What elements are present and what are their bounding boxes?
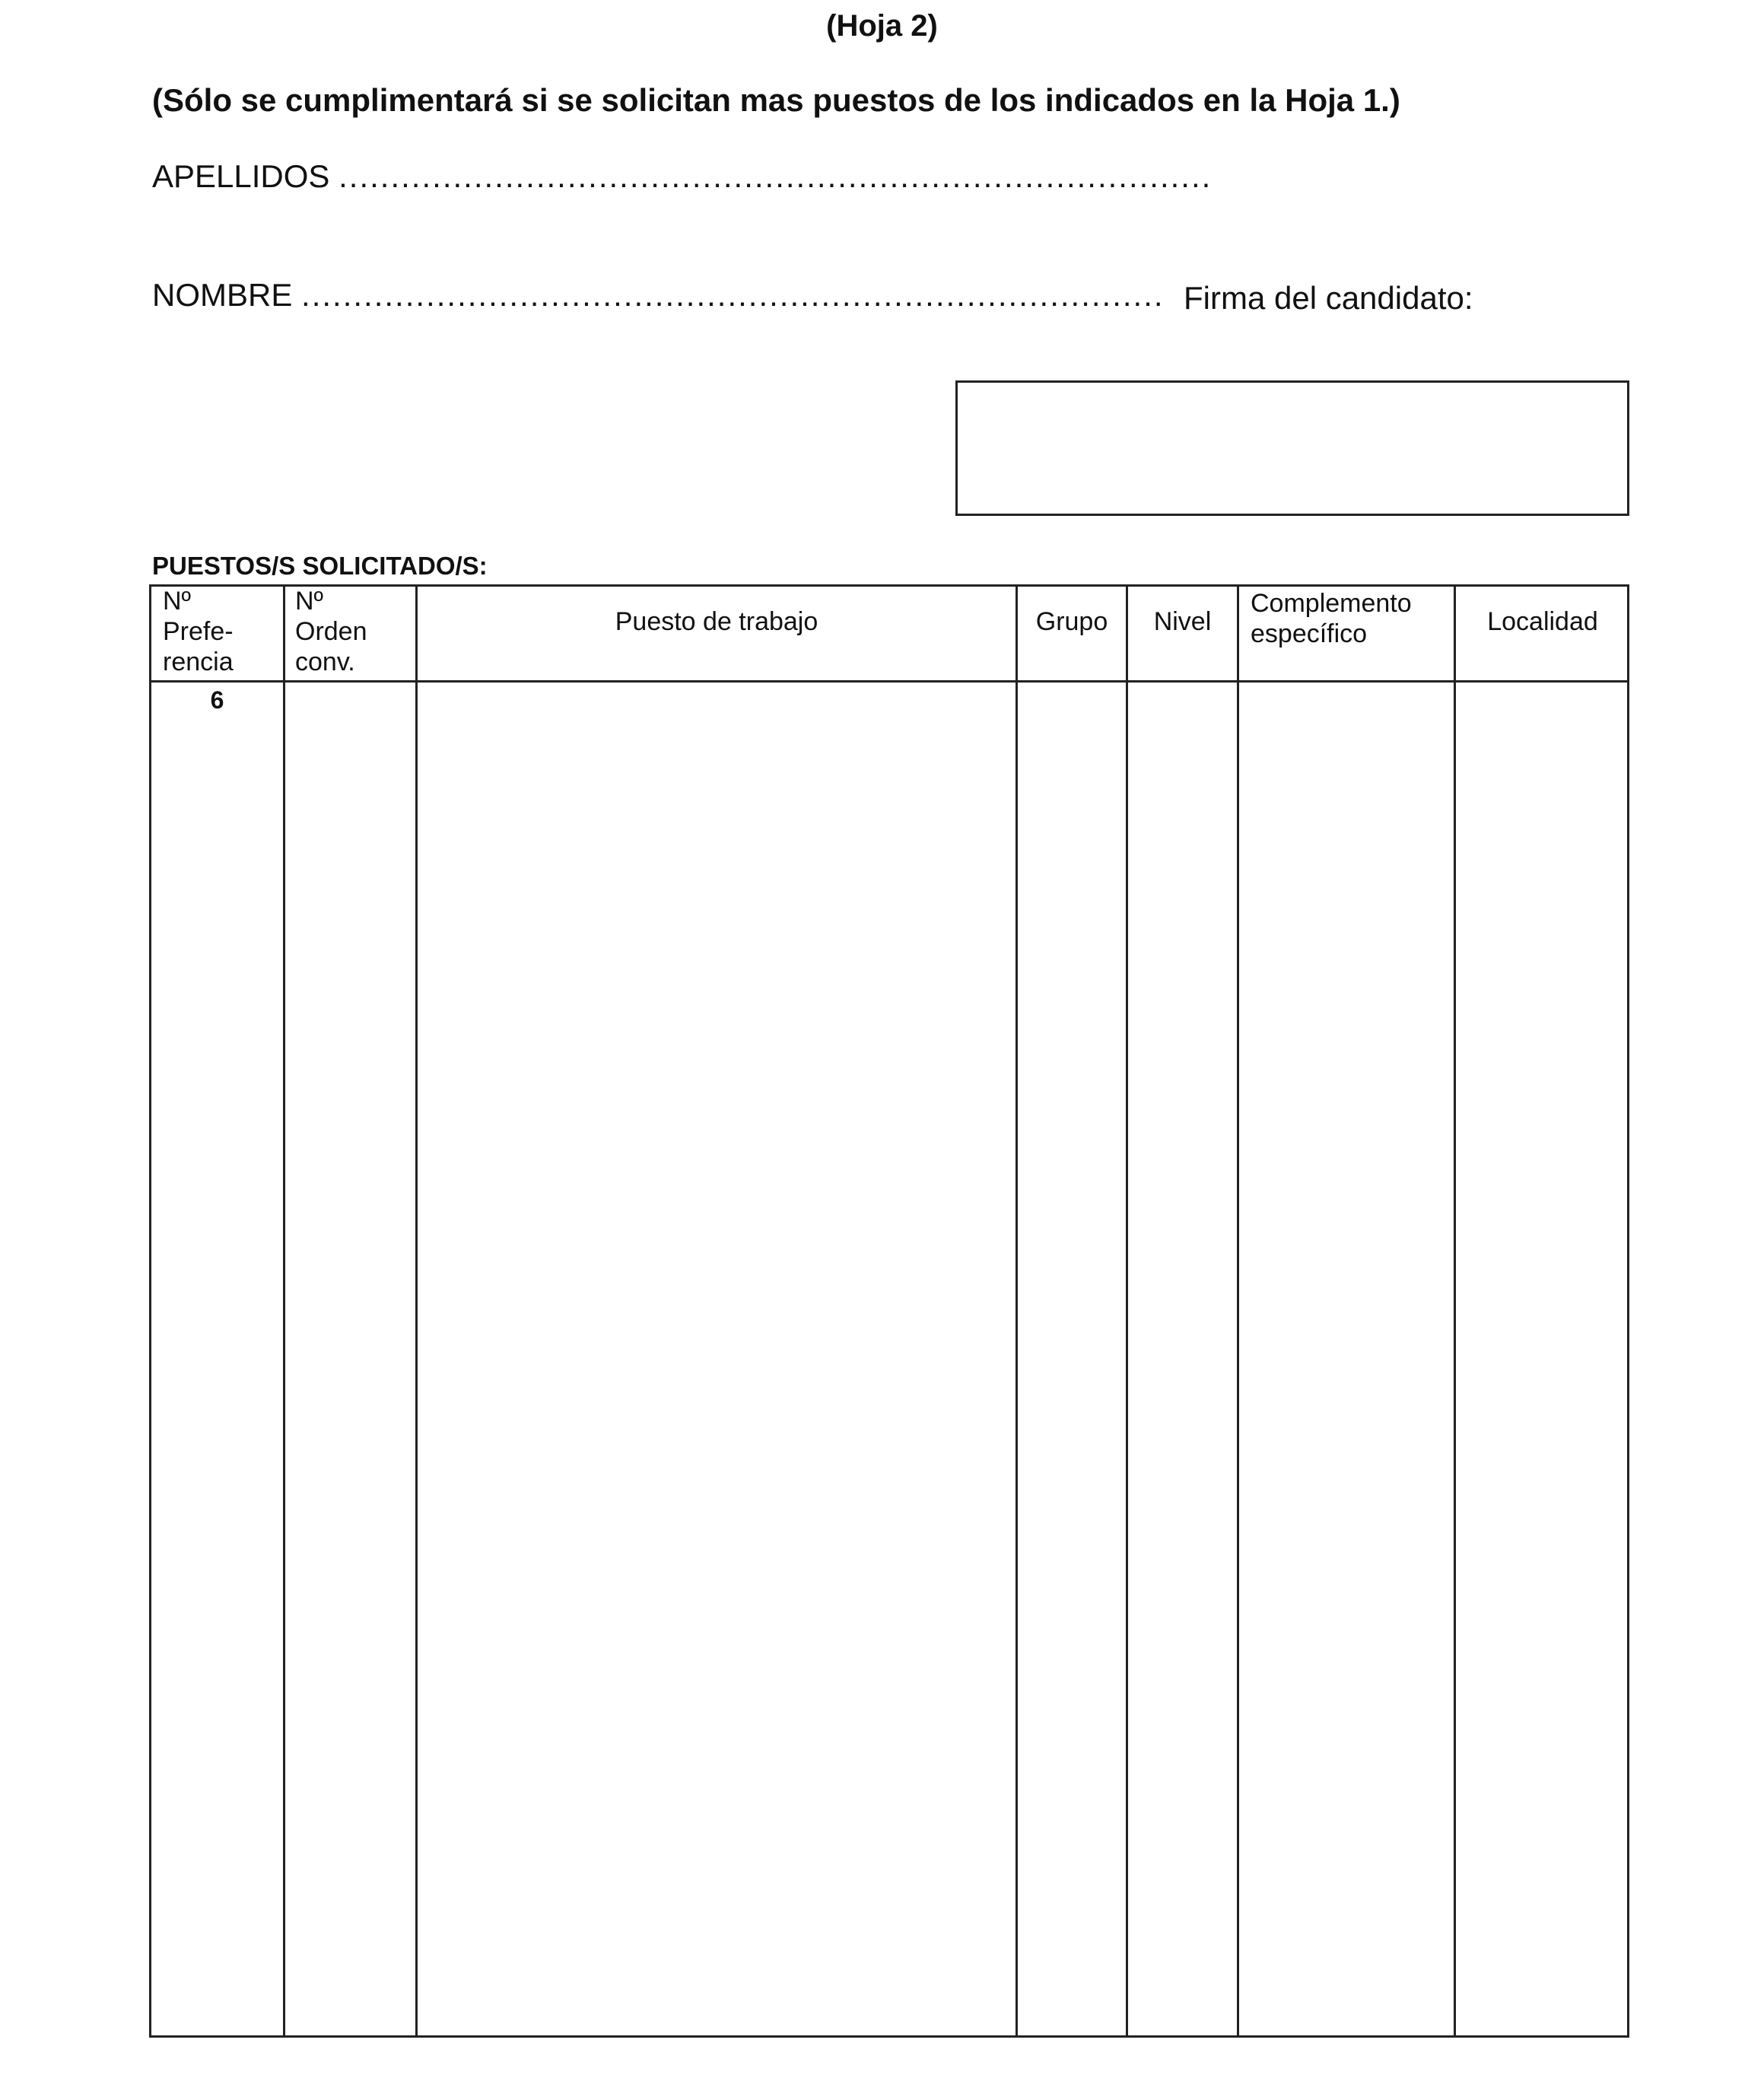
header-nivel: Nivel — [1153, 607, 1212, 636]
header-orden — [295, 586, 367, 677]
nombre-field[interactable] — [152, 274, 1165, 317]
column-divider — [283, 584, 285, 2038]
apellidos-dotted-line: .................................................................................... — [338, 158, 1213, 194]
header-grupo: Grupo — [1035, 607, 1108, 636]
header-preferencia-line: rencia — [163, 648, 234, 676]
instruction-text: (Sólo se cumplimentará si se solicitan mas puestos de los indicados en la Hoja 1.) — [152, 82, 1400, 118]
header-orden-line: conv. — [295, 648, 355, 676]
column-divider — [1015, 584, 1018, 2038]
table-header-divider — [149, 680, 1629, 683]
sheet-title: (Hoja 2) — [826, 9, 938, 43]
header-preferencia — [163, 586, 234, 677]
column-divider — [1237, 584, 1239, 2038]
column-divider — [1454, 584, 1456, 2038]
nombre-dotted-line: ................................................................................... — [301, 277, 1165, 313]
signature-label: Firma del candidato: — [1184, 280, 1473, 316]
header-preferencia-line: Nº — [163, 587, 191, 616]
header-complemento-line: específico — [1251, 619, 1368, 648]
header-puesto: Puesto de trabajo — [615, 607, 818, 636]
header-orden-line: Orden — [295, 617, 367, 646]
header-localidad: Localidad — [1487, 607, 1598, 636]
header-complemento-line: Complemento — [1251, 589, 1412, 618]
header-preferencia-line: Prefe- — [163, 617, 234, 646]
signature-box[interactable] — [955, 380, 1629, 516]
column-divider — [415, 584, 418, 2038]
positions-table-title: PUESTOS/S SOLICITADO/S: — [152, 552, 488, 580]
apellidos-label: APELLIDOS — [152, 158, 330, 194]
apellidos-field[interactable] — [152, 155, 1212, 198]
row-preferencia-cell: 6 — [210, 686, 224, 714]
header-orden-line: Nº — [295, 587, 323, 616]
header-complemento — [1251, 588, 1412, 649]
nombre-label: NOMBRE — [152, 277, 293, 313]
positions-table — [149, 584, 1629, 2038]
column-divider — [1126, 584, 1128, 2038]
